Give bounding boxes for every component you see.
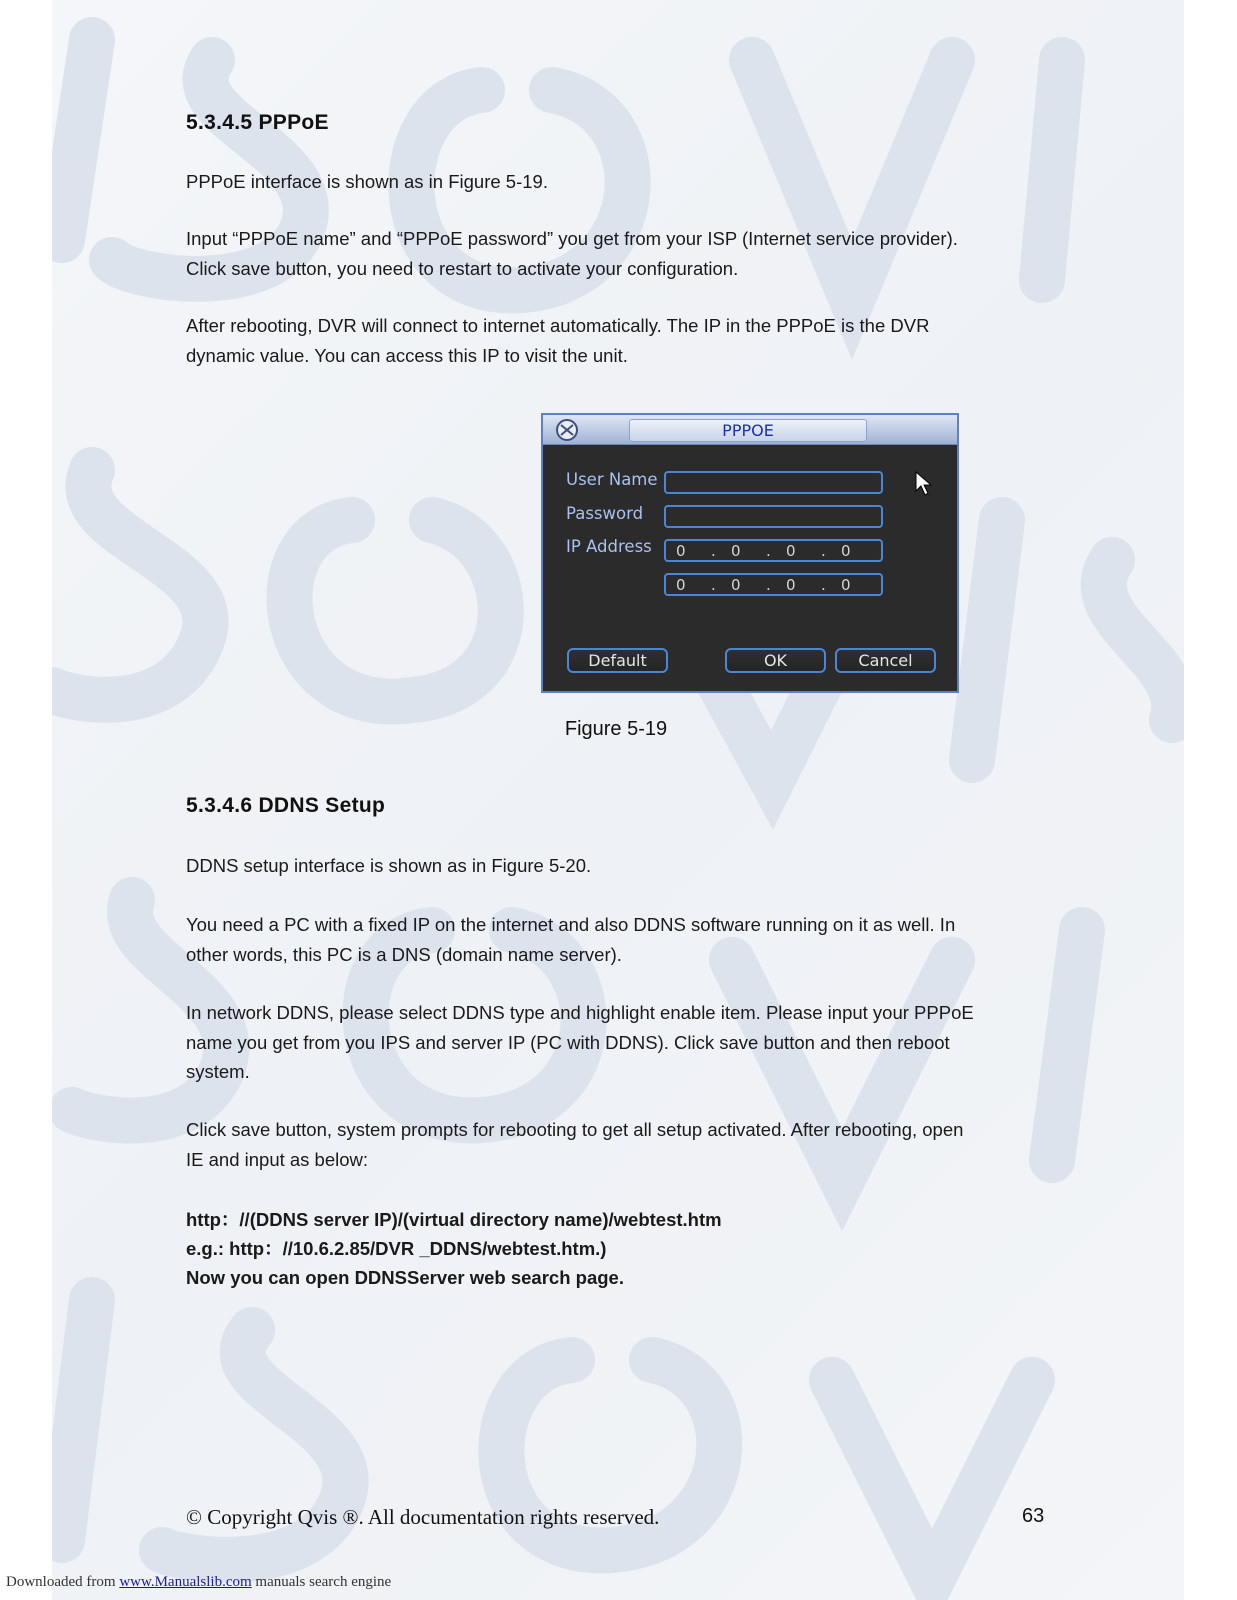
password-input[interactable] (664, 505, 883, 528)
dialog-title: PPPOE (629, 419, 867, 442)
ip-address-input-secondary[interactable]: 0 . 0 . 0 . 0 (664, 573, 883, 596)
user-name-label: User Name (566, 470, 658, 489)
paragraph: After rebooting, DVR will connect to internet automatically. The IP in the PPPoE is the DVR dynamic value. You can access this IP to visit the unit. (186, 315, 930, 366)
ip-address-input[interactable]: 0 . 0 . 0 . 0 (664, 539, 883, 562)
paragraph: In network DDNS, please select DDNS type and highlight enable item. Please input your PPPoE name you get from you IPS and server IP (PC with DDNS). Click save button and then reboot system. (186, 1002, 974, 1082)
dialog-titlebar (543, 415, 957, 445)
password-label: Password (566, 504, 644, 523)
paragraph: DDNS setup interface is shown as in Figure 5-20. (186, 855, 592, 876)
paragraph: Click save button, system prompts for rebooting to get all setup activated. After rebooting, open IE and input as below: (186, 1119, 964, 1170)
mouse-pointer-icon (915, 471, 933, 497)
download-notice (6, 1574, 391, 1591)
url-instructions: http：//(DDNS server IP)/(virtual directory name)/webtest.htm e.g.: http：//10.6.2.85/DVR _DDNS/webtest.htm.) Now you can open DDNSServer web search page. (186, 1209, 722, 1288)
ok-button[interactable]: OK (725, 648, 826, 673)
copyright-footer: © Copyright Qvis ®. All documentation rights reserved. (186, 1505, 660, 1529)
paragraph: PPPoE interface is shown as in Figure 5-19. (186, 171, 548, 192)
document-page (52, 0, 1184, 1600)
paragraph: You need a PC with a fixed IP on the internet and also DDNS software running on it as well. In other words, this PC is a DNS (domain name server). (186, 914, 956, 965)
download-prefix: Downloaded from (6, 1574, 120, 1590)
manualslib-link[interactable]: www.Manualslib.com (119, 1574, 252, 1590)
paragraph: Input “PPPoE name” and “PPPoE password” you get from your ISP (Internet service provider). Click save button, you need to restart to activate your configuration. (186, 228, 958, 279)
page-number: 63 (1022, 1505, 1045, 1527)
section-heading-ddns: 5.3.4.6 DDNS Setup (186, 794, 386, 817)
section-heading-pppoe: 5.3.4.5 PPPoE (186, 111, 329, 134)
pppoe-dialog (541, 413, 959, 693)
app-logo-icon (553, 417, 581, 443)
cancel-button[interactable]: Cancel (835, 648, 936, 673)
user-name-input[interactable] (664, 471, 883, 494)
figure-caption: Figure 5-19 (564, 718, 668, 740)
download-suffix: manuals search engine (251, 1574, 392, 1590)
ip-address-label: IP Address (566, 537, 652, 556)
default-button[interactable]: Default (567, 648, 668, 673)
